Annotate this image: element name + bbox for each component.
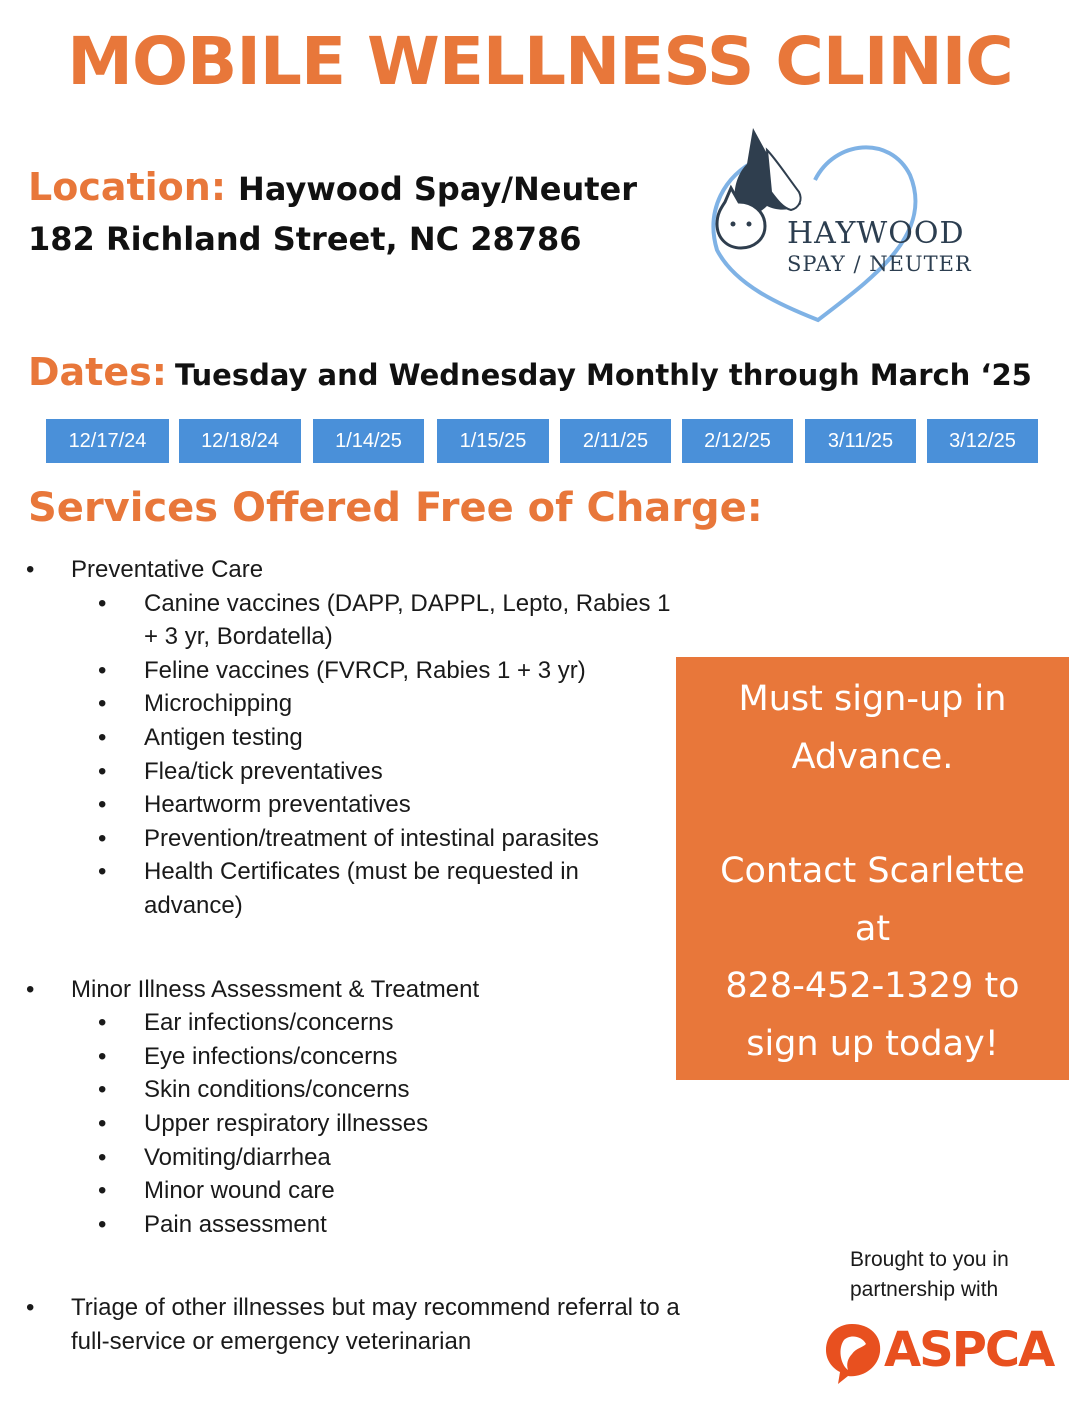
list-item: • Pain assessment <box>98 1210 327 1238</box>
list-item: • Minor Illness Assessment & Treatment <box>26 975 480 1003</box>
aspca-emblem-icon <box>822 1318 884 1388</box>
list-item: • Vomiting/diarrhea <box>98 1143 331 1171</box>
list-item: • Antigen testing <box>98 723 303 751</box>
list-item: • Preventative Care <box>26 556 264 583</box>
list-item: • Canine vaccines (DAPP, DAPPL, Lepto, Rabies 1 + 3 yr, Bordatella) <box>98 589 671 651</box>
signup-callout <box>676 657 1069 1080</box>
location-name: Haywood Spay/Neuter <box>238 170 638 208</box>
list-item: • Eye infections/concerns <box>98 1042 398 1070</box>
list-item: • Heartworm preventatives <box>98 791 411 819</box>
haywood-logo <box>695 120 975 325</box>
signup-line: sign up today! <box>746 1023 999 1064</box>
date-badge: 2/12/25 <box>682 419 793 463</box>
dates-line <box>28 350 1032 394</box>
list-item: • Microchipping <box>98 690 293 718</box>
date-badge: 1/14/25 <box>313 419 424 463</box>
list-item: • Triage of other illnesses but may recommend referral to a full-service or emergency veterinarian <box>26 1294 680 1355</box>
date-badge: 3/12/25 <box>927 419 1038 463</box>
dates-text: Tuesday and Wednesday Monthly through March ‘25 <box>174 358 1032 392</box>
list-item: • Ear infections/concerns <box>98 1009 394 1037</box>
aspca-wordmark: ASPCA <box>884 1322 1054 1378</box>
services-heading: Services Offered Free of Charge: <box>28 485 763 531</box>
signup-line: Must sign-up in <box>738 679 1007 719</box>
aspca-logo <box>822 1318 1052 1388</box>
date-list <box>46 419 1040 463</box>
list-item: • Health Certificates (must be requested in advance) <box>98 858 579 919</box>
date-badge: 12/17/24 <box>46 419 169 463</box>
list-item: • Feline vaccines (FVRCP, Rabies 1 + 3 yr) <box>98 656 586 684</box>
signup-phone: 828-452-1329 to <box>725 966 1020 1006</box>
location-address: 182 Richland Street, NC 28786 <box>28 220 582 258</box>
date-badge: 1/15/25 <box>437 419 549 463</box>
location-line <box>28 165 637 209</box>
date-badge: 12/18/24 <box>179 419 301 463</box>
location-label: Location: <box>28 165 227 209</box>
list-item: • Prevention/treatment of intestinal parasites <box>98 824 599 852</box>
dates-label: Dates: <box>28 350 167 394</box>
list-item: • Upper respiratory illnesses <box>98 1109 429 1137</box>
signup-line: at <box>854 908 891 949</box>
signup-line: Contact Scarlette <box>720 851 1025 891</box>
date-badge: 3/11/25 <box>805 419 916 463</box>
list-item: • Skin conditions/concerns <box>98 1076 410 1104</box>
logo-text-spay-neuter: SPAY / NEUTER <box>787 252 972 276</box>
list-item: • Flea/tick preventatives <box>98 757 383 785</box>
list-item: • Minor wound care <box>98 1177 335 1205</box>
signup-line: Advance. <box>791 736 954 777</box>
page-title: MOBILE WELLNESS CLINIC <box>67 23 1013 100</box>
partner-text: Brought to you in partnership with <box>850 1248 1009 1301</box>
logo-text-haywood: HAYWOOD <box>787 216 965 251</box>
date-badge: 2/11/25 <box>560 419 671 463</box>
services-list <box>0 553 700 1358</box>
